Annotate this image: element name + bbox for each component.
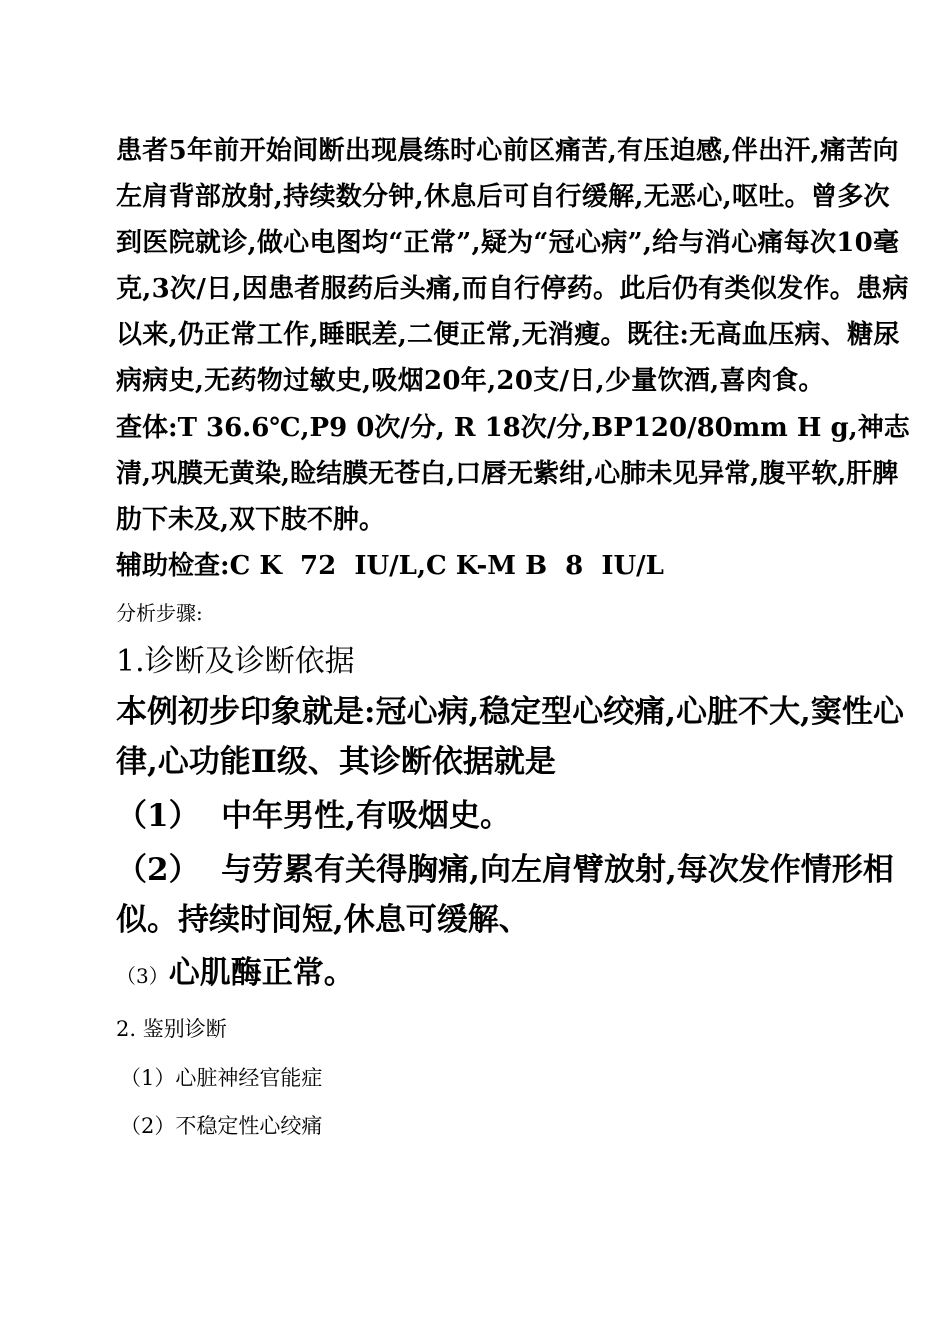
item-3-text: 心肌酶正常。	[168, 955, 355, 991]
medical-history-paragraph: 患者5年前开始间断出现晨练时心前区痛苦,有压迫感,伴出汗,痛苦向左肩背部放射,持续数分钟,休息后可自行缓解,无恶心,呕吐。曾多次到医院就诊,做心电图均“正常”,疑为“冠心病”,给与消心痛每次10毫克,3次/日,因患者服药后头痛,而自行停药。此后仍有类似发作。患病以来,仍正常工作,睡眠差,二便正常,无消瘦。既往:无高血压病、糖尿病病史,无药物过敏史,吸烟20年,20支/日,少量饮酒,喜肉食。	[116, 136, 909, 396]
diagnosis-basis-item-1: （1） 中年男性,有吸烟史。	[116, 798, 511, 834]
analysis-steps-label: 分析步骤:	[116, 601, 203, 625]
differential-item-1: （1）心脏神经官能症	[120, 1066, 323, 1090]
physical-exam-paragraph: 查体:T 36.6℃,P9 0次/分, R 18次/分,BP120/80mm H g,神志清,巩膜无黄染,睑结膜无苍白,口唇无紫绀,心肺未见异常,腹平软,肝脾肋下未及,双下肢不肿。	[116, 413, 910, 535]
lab-results-paragraph: 辅助检查:C K 72 IU/L,C K-M B 8 IU/L	[116, 551, 664, 581]
section-differential-title: 2. 鉴别诊断	[116, 1017, 227, 1041]
section-diagnosis-title: 1.诊断及诊断依据	[116, 644, 355, 679]
item-3-number: （3）	[116, 964, 169, 988]
differential-item-2: （2）不稳定性心绞痛	[120, 1114, 323, 1138]
document-page	[116, 128, 916, 1150]
diagnosis-impression: 本例初步印象就是:冠心病,稳定型心绞痛,心脏不大,窦性心律,心功能Ⅱ级、其诊断依据就是	[116, 694, 904, 780]
diagnosis-basis-item-2: （2） 与劳累有关得胸痛,向左肩臂放射,每次发作情形相似。持续时间短,休息可缓解、	[116, 852, 894, 938]
diagnosis-basis-item-3	[116, 947, 916, 1002]
